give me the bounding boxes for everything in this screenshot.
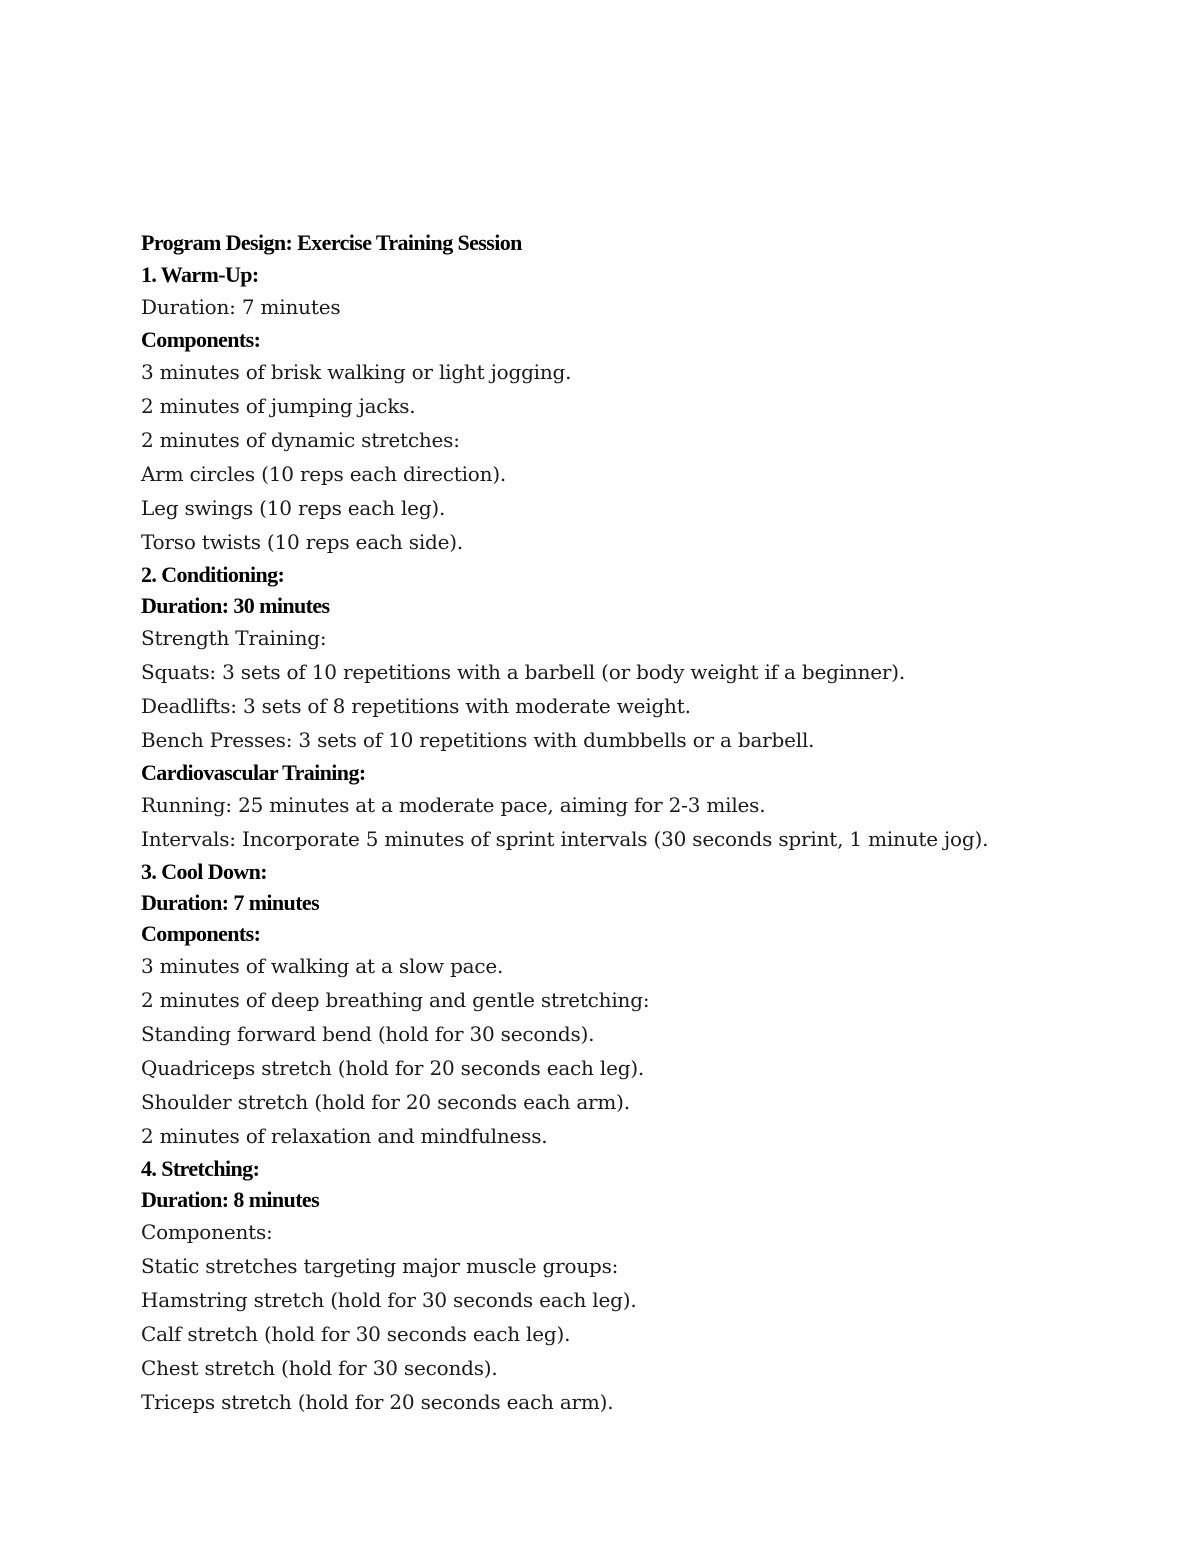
text-line: Strength Training: <box>141 626 327 650</box>
subheading: Cardiovascular Training: <box>141 760 366 785</box>
text-line: 2 minutes of deep breathing and gentle stretching: <box>141 988 650 1012</box>
subheading: Duration: 8 minutes <box>141 1187 320 1212</box>
text-line: Duration: 7 minutes <box>141 295 341 319</box>
text-line: Deadlifts: 3 sets of 8 repetitions with moderate weight. <box>141 694 691 718</box>
text-line: Components: <box>141 1220 273 1244</box>
text-line: Torso twists (10 reps each side). <box>141 530 464 554</box>
text-line: Hamstring stretch (hold for 30 seconds each leg). <box>141 1288 637 1312</box>
text-line: Static stretches targeting major muscle groups: <box>141 1254 619 1278</box>
text-line: Shoulder stretch (hold for 20 seconds each arm). <box>141 1090 630 1114</box>
section-heading: 4. Stretching: <box>141 1156 260 1181</box>
text-line: Chest stretch (hold for 30 seconds). <box>141 1356 498 1380</box>
text-line: 2 minutes of relaxation and mindfulness. <box>141 1124 548 1148</box>
text-line: 2 minutes of jumping jacks. <box>141 394 416 418</box>
section-heading: 3. Cool Down: <box>141 859 268 884</box>
text-line: Squats: 3 sets of 10 repetitions with a barbell (or body weight if a beginner). <box>141 660 906 684</box>
text-line: Arm circles (10 reps each direction). <box>141 462 507 486</box>
text-line: 3 minutes of walking at a slow pace. <box>141 954 504 978</box>
document-body <box>141 226 1141 1419</box>
text-line: Standing forward bend (hold for 30 seconds). <box>141 1022 595 1046</box>
subheading: Components: <box>141 327 261 352</box>
text-line: Running: 25 minutes at a moderate pace, aiming for 2-3 miles. <box>141 793 766 817</box>
document-sections <box>141 259 1141 1419</box>
text-line: Intervals: Incorporate 5 minutes of sprint intervals (30 seconds sprint, 1 minute jog). <box>141 827 989 851</box>
text-line: Triceps stretch (hold for 20 seconds each arm). <box>141 1390 614 1414</box>
text-line: 3 minutes of brisk walking or light jogging. <box>141 360 572 384</box>
section-heading: 2. Conditioning: <box>141 562 285 587</box>
text-line: Quadriceps stretch (hold for 20 seconds each leg). <box>141 1056 645 1080</box>
subheading: Duration: 7 minutes <box>141 890 320 915</box>
text-line: 2 minutes of dynamic stretches: <box>141 428 460 452</box>
text-line: Calf stretch (hold for 30 seconds each leg). <box>141 1322 571 1346</box>
text-line: Bench Presses: 3 sets of 10 repetitions with dumbbells or a barbell. <box>141 728 815 752</box>
subheading: Duration: 30 minutes <box>141 593 330 618</box>
subheading: Components: <box>141 921 261 946</box>
document-title: Program Design: Exercise Training Session <box>141 230 522 255</box>
section-heading: 1. Warm-Up: <box>141 262 259 287</box>
text-line: Leg swings (10 reps each leg). <box>141 496 446 520</box>
